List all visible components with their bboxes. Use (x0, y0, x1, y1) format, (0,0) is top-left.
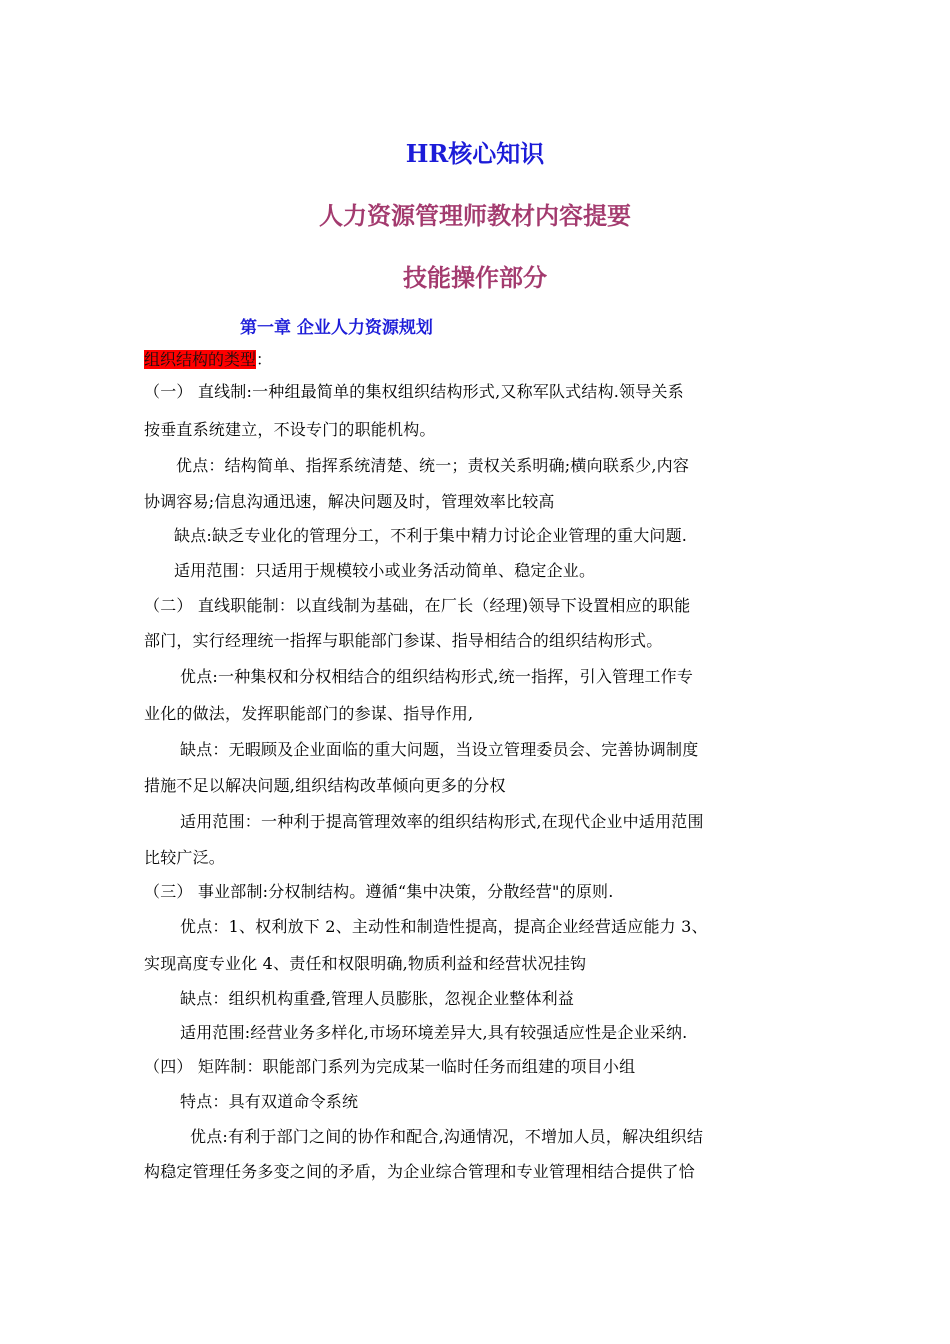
body-line: 业化的做法，发挥职能部门的参谋、指导作用, (144, 704, 474, 723)
body-line: （三） 事业部制:分权制结构。遵循“集中决策，分散经营"的原则. (144, 882, 614, 901)
body-line: （四） 矩阵制：职能部门系列为完成某一临时任务而组建的项目小组 (144, 1057, 636, 1076)
body-line: 协调容易;信息沟通迅速，解决问题及时，管理效率比较高 (144, 492, 555, 511)
body-line: 适用范围：一种利于提高管理效率的组织结构形式,在现代企业中适用范围 (180, 812, 704, 831)
body-line: 部门，实行经理统一指挥与职能部门参谋、指导相结合的组织结构形式。 (144, 631, 663, 650)
body-line: 优点:一种集权和分权相结合的组织结构形式,统一指挥，引入管理工作专 (180, 667, 694, 686)
body-line: （一） 直线制:一种组最简单的集权组织结构形式,又称军队式结构.领导关系 (144, 382, 684, 401)
highlighted-heading-text: 组织结构的类型 (144, 350, 257, 369)
body-line: 特点：具有双道命令系统 (180, 1092, 359, 1111)
document-title: HR核心知识 (405, 139, 545, 168)
body-line: （二） 直线职能制：以直线制为基础，在厂长（经理)领导下设置相应的职能 (144, 596, 691, 615)
body-line: 适用范围：只适用于规模较小或业务活动简单、稳定企业。 (174, 561, 596, 580)
body-line: 优点：结构简单、指挥系统清楚、统一；责权关系明确;横向联系少,内容 (176, 456, 690, 475)
body-line: 适用范围:经营业务多样化,市场环境差异大,具有较强适应性是企业采纳. (180, 1023, 688, 1042)
body-line: 缺点：无暇顾及企业面临的重大问题，当设立管理委员会、完善协调制度 (180, 740, 699, 759)
body-line: 缺点：组织机构重叠,管理人员膨胀，忽视企业整体利益 (180, 989, 575, 1008)
document-subtitle: 人力资源管理师教材内容提要 (319, 201, 631, 230)
section-heading (144, 347, 272, 370)
body-line: 按垂直系统建立，不设专门的职能机构。 (144, 420, 436, 439)
body-line: 措施不足以解决问题,组织结构改革倾向更多的分权 (144, 776, 506, 795)
chapter-heading: 第一章 企业人力资源规划 (240, 318, 433, 338)
body-line: 缺点:缺乏专业化的管理分工，不利于集中精力讨论企业管理的重大问题. (174, 526, 688, 545)
heading-colon: ： (256, 350, 273, 369)
body-line: 优点：1、权利放下 2、主动性和制造性提高，提高企业经营适应能力 3、 (180, 917, 708, 936)
body-line: 实现高度专业化 4、责任和权限明确,物质利益和经营状况挂钩 (144, 954, 587, 973)
body-line: 优点:有利于部门之间的协作和配合,沟通情况，不增加人员，解决组织结 (190, 1127, 704, 1146)
body-line: 比较广泛。 (144, 848, 226, 867)
body-line: 构稳定管理任务多变之间的矛盾，为企业综合管理和专业管理相结合提供了恰 (144, 1162, 695, 1181)
document-part-title: 技能操作部分 (403, 263, 547, 292)
